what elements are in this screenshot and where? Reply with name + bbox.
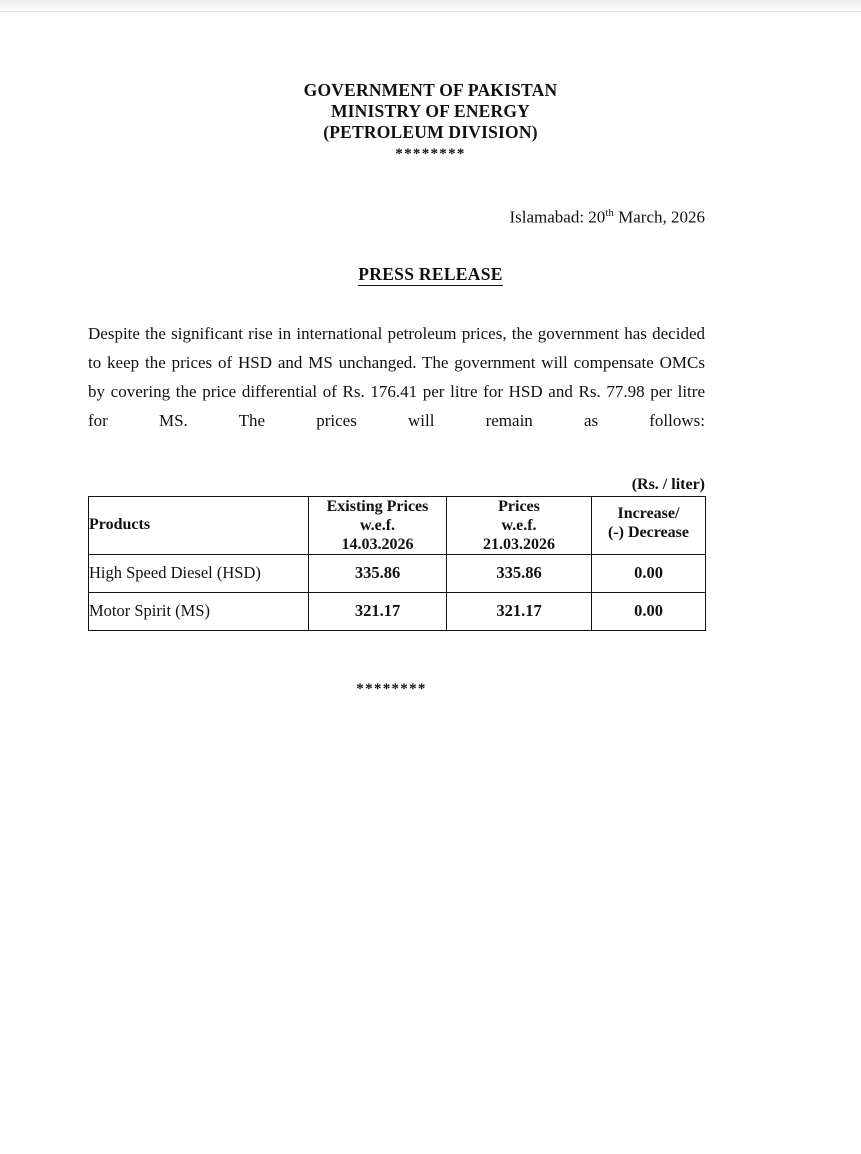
column-header-existing-line1: Existing Prices: [326, 497, 429, 515]
cell-price-change: 0.00: [592, 592, 706, 630]
page-title-text: PRESS RELEASE: [358, 263, 503, 284]
column-header-increase-decrease: [592, 496, 706, 554]
column-header-delta-line2: (-) Decrease: [608, 523, 689, 541]
dateline-suffix: March, 2026: [613, 207, 705, 227]
price-table: [88, 496, 706, 631]
column-header-existing-line2: w.e.f.: [359, 516, 396, 534]
table-row: [89, 592, 706, 630]
footer-separator: ********: [356, 680, 427, 697]
column-header-new-prices: [447, 496, 592, 554]
cell-new-price: 335.86: [447, 554, 592, 592]
viewer-top-edge: [0, 0, 861, 12]
column-header-new-line3: 21.03.2026: [483, 535, 555, 553]
letterhead-line-ministry: MINISTRY OF ENERGY: [330, 101, 531, 121]
page-title: [0, 264, 861, 285]
cell-existing-price: 321.17: [309, 592, 447, 630]
dateline-prefix: Islamabad: 20: [509, 207, 606, 227]
dateline: [0, 207, 861, 228]
letterhead-line-government: GOVERNMENT OF PAKISTAN: [303, 80, 558, 100]
column-header-new-line1: Prices: [498, 497, 540, 515]
cell-product-name: Motor Spirit (MS): [89, 592, 309, 630]
column-header-new-line2: w.e.f.: [501, 516, 537, 534]
body-container: [88, 319, 705, 698]
column-header-existing-line3: 14.03.2026: [341, 535, 414, 553]
document-page: [0, 12, 861, 1154]
table-row: [89, 554, 706, 592]
dateline-ordinal: th: [605, 207, 614, 219]
cell-existing-price: 335.86: [309, 554, 447, 592]
letterhead: [0, 80, 861, 143]
table-units-note: (Rs. / liter): [631, 475, 705, 493]
letterhead-separator: ********: [395, 146, 466, 162]
table-header-row: [89, 496, 706, 554]
letterhead-line-division: (PETROLEUM DIVISION): [323, 122, 538, 142]
column-header-products: Products: [89, 496, 309, 554]
cell-product-name: High Speed Diesel (HSD): [89, 554, 309, 592]
body-paragraph: Despite the significant rise in international petroleum prices, the government has decided to keep the prices of HSD and MS unchanged. The government will compensate OMCs by covering the price differential of Rs. 176.41 per litre for HSD and Rs. 77.98 per litre for MS. The prices will remain as follows:: [88, 323, 705, 430]
cell-new-price: 321.17: [447, 592, 592, 630]
column-header-existing-prices: [309, 496, 447, 554]
cell-price-change: 0.00: [592, 554, 706, 592]
column-header-delta-line1: Increase/: [617, 504, 680, 522]
